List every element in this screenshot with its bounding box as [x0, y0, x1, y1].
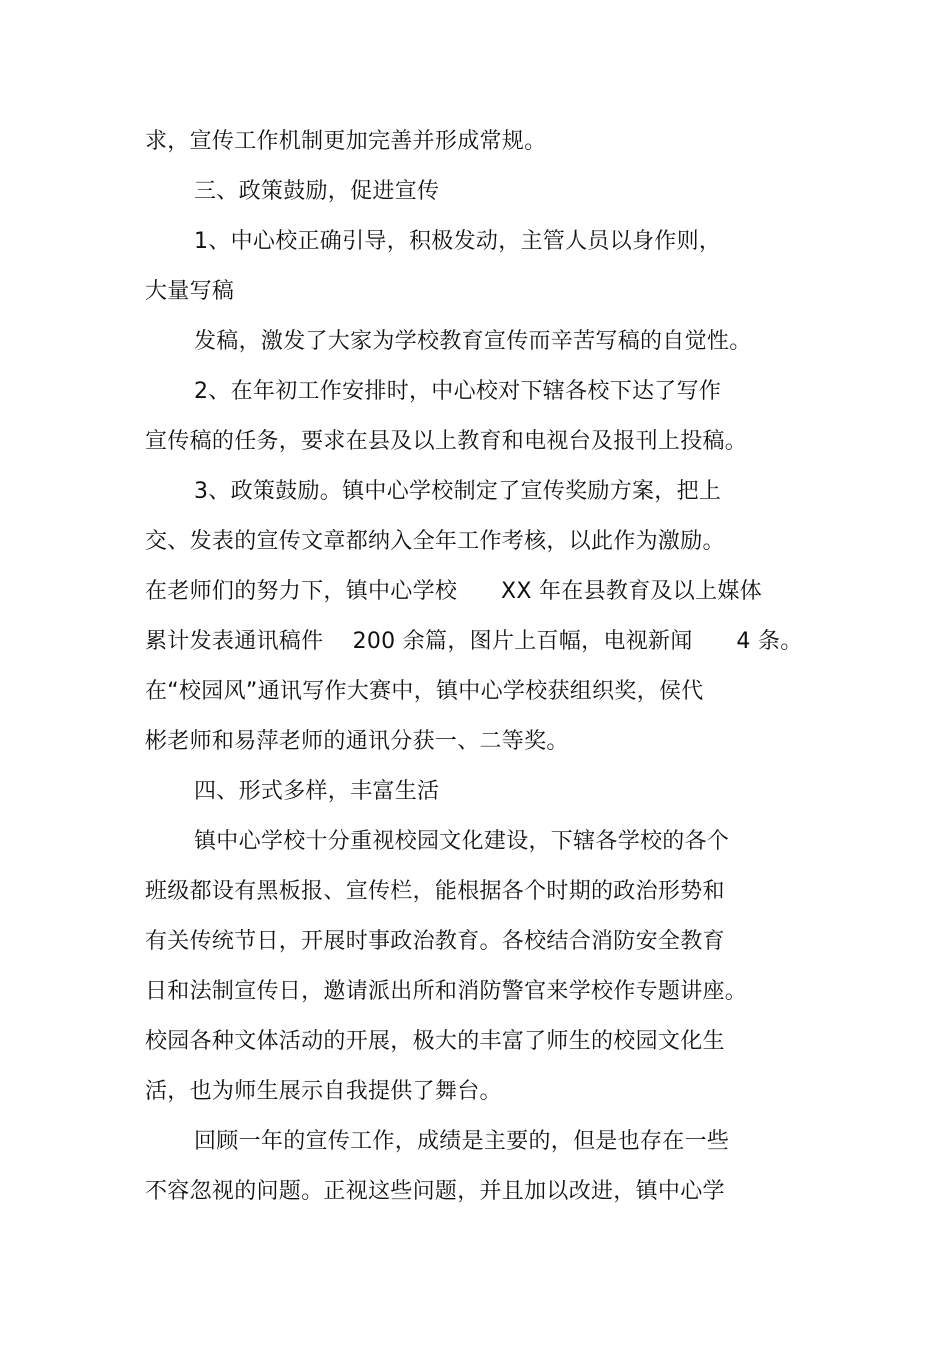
- text-line-8: 3、政策鼓励。镇中心学校制定了宣传奖励方案，把上: [194, 479, 722, 504]
- text-line-18: 日和法制宣传日，邀请派出所和消防警官来学校作专题讲座。: [145, 979, 748, 1004]
- text-line-19: 校园各种文体活动的开展，极大的丰富了师生的校园文化生: [145, 1029, 725, 1054]
- text-line-21: 回顾一年的宣传工作，成绩是主要的，但是也存在一些: [194, 1129, 730, 1154]
- text-line-3: 1、中心校正确引导，积极发动，主管人员以身作则，: [194, 229, 722, 254]
- text-line-10: 在老师们的努力下，镇中心学校 XX 年在县教育及以上媒体: [145, 579, 762, 604]
- text-line-15: 镇中心学校十分重视校园文化建设，下辖各学校的各个: [194, 829, 730, 854]
- section-heading-4: 四、形式多样，丰富生活: [194, 779, 440, 804]
- text-line-11: 累计发表通讯稿件 200 余篇，图片上百幅，电视新闻 4 条。: [145, 629, 803, 654]
- text-line-1: 求，宣传工作机制更加完善并形成常规。: [145, 129, 547, 154]
- text-line-13: 彬老师和易萍老师的通讯分获一、二等奖。: [145, 729, 569, 754]
- text-line-5: 发稿，激发了大家为学校教育宣传而辛苦写稿的自觉性。: [194, 329, 752, 354]
- text-line-20: 活，也为师生展示自我提供了舞台。: [145, 1079, 502, 1104]
- text-line-16: 班级都设有黑板报、宣传栏，能根据各个时期的政治形势和: [145, 879, 725, 904]
- text-line-12: 在“校园风”通讯写作大赛中，镇中心学校获组织奖，侯代: [145, 679, 704, 704]
- text-line-17: 有关传统节日，开展时事政治教育。各校结合消防安全教育: [145, 929, 725, 954]
- text-line-9: 交、发表的宣传文章都纳入全年工作考核，以此作为激励。: [145, 529, 725, 554]
- text-line-22: 不容忽视的问题。正视这些问题，并且加以改进，镇中心学: [145, 1179, 725, 1204]
- text-line-7: 宣传稿的任务，要求在县及以上教育和电视台及报刊上投稿。: [145, 429, 748, 454]
- text-line-4: 大量写稿: [145, 279, 235, 304]
- section-heading-3: 三、政策鼓励，促进宣传: [194, 179, 440, 204]
- text-line-6: 2、在年初工作安排时，中心校对下辖各校下达了写作: [194, 379, 722, 404]
